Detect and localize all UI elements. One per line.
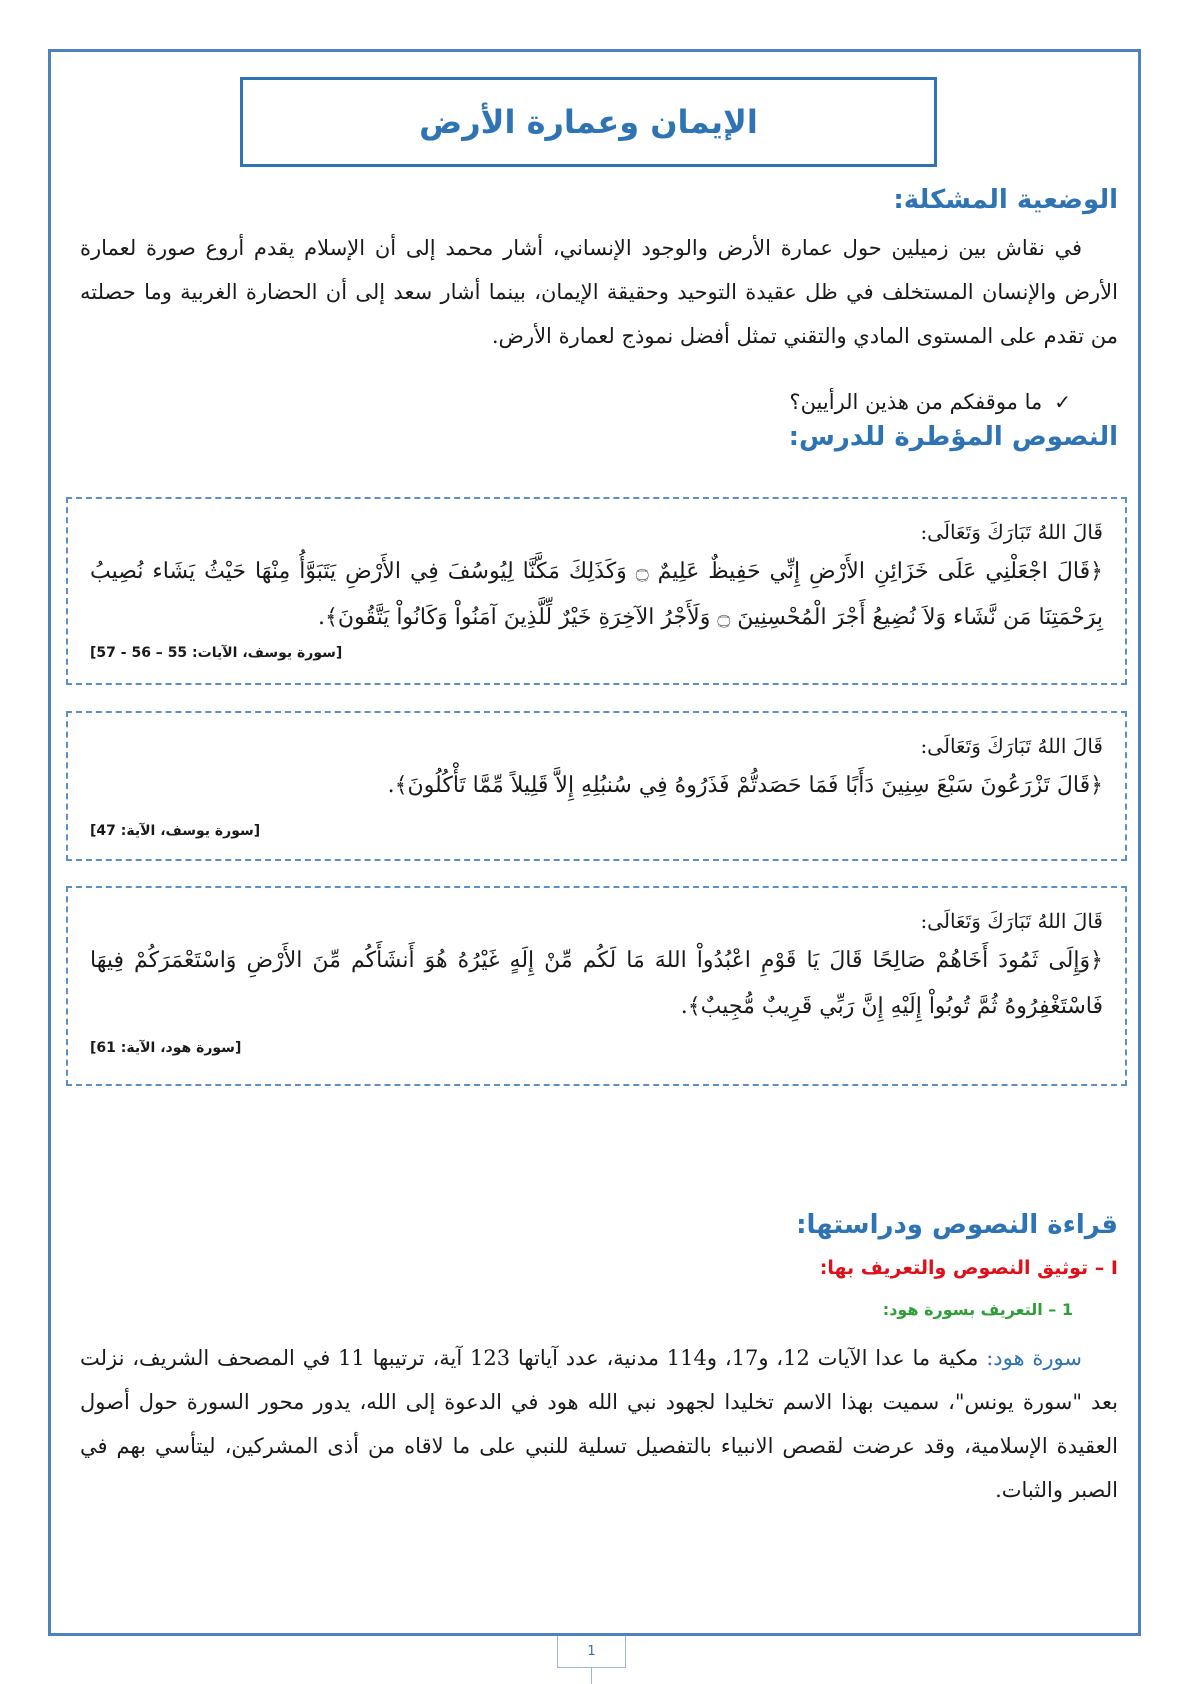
surah-paragraph (80, 1336, 1118, 1512)
page-number-tick (591, 1668, 592, 1684)
verse-text: ﴿وَإِلَى ثَمُودَ أَخَاهُمْ صَالِحًا قَالَ يَا قَوْمِ اعْبُدُواْ اللهَ مَا لَكُم مِّنْ إِلَهٍ غَيْرُهُ هُوَ أَنشَأَكُم مِّنَ الأَرْضِ وَاسْتَعْمَرَكُمْ فِيهَا فَاسْتَغْفِرُوهُ ثُمَّ تُوبُواْ إِلَيْهِ إِنَّ رَبِّي قَرِيبٌ مُّجِيبٌ﴾. (90, 948, 1103, 1019)
problem-paragraph: في نقاش بين زميلين حول عمارة الأرض والوجود الإنساني، أشار محمد إلى أن الإسلام يقدم أروع صورة لعمارة الأرض والإنسان المستخلف في ظل عقيدة التوحيد وحقيقة الإيمان، بينما أشار سعد إلى أن الحضارة الغربية وما حصلته من تقدم على المستوى المادي والتقني تمثل أفضل نموذج لعمارة الأرض. (80, 236, 1118, 348)
surah-label: سورة هود: (986, 1346, 1082, 1370)
reading-heading: قراءة النصوص ودراستها: (796, 1210, 1118, 1240)
surah-intro-subheading: 1 – التعريف بسورة هود: (882, 1300, 1073, 1319)
verse-reference: [سورة يوسف، الآية: 47] (90, 823, 261, 839)
question-text: ما موقفكم من هذين الرأيين؟ (789, 390, 1043, 414)
title-box (240, 77, 937, 167)
verse-box-1 (66, 497, 1127, 685)
verse-reference: [سورة هود، الآية: 61] (90, 1040, 242, 1056)
documentation-subheading: I – توثيق النصوص والتعريف بها: (819, 1257, 1118, 1279)
verse-intro: قَالَ اللهُ تَبَارَكَ وَتَعَالَى: (920, 520, 1103, 544)
problem-heading: الوضعية المشكلة: (893, 185, 1118, 215)
surah-description: مكية ما عدا الآيات 12، و17، و114 مدنية، عدد آياتها 123 آية، ترتيبها 11 في المصحف الشريف، نزلت بعد "سورة يونس"، سميت بهذا الاسم تخليدا لجهود نبي الله هود في الدعوة إلى الله، يدور محور السورة حول أصول العقيدة الإسلامية، وقد عرضت لقصص الانبياء بالتفصيل تسلية للنبي على ما لاقاه من أذى المشركين، ليتأسي بهم في الصبر والثبات. (80, 1346, 1118, 1502)
verse-text: ﴿قَالَ اجْعَلْنِي عَلَى خَزَائِنِ الأَرْضِ إِنِّي حَفِيظٌ عَلِيمٌ ۝ وَكَذَلِكَ مَكَّنَّا لِيُوسُفَ فِي الأَرْضِ يَتَبَوَّأُ مِنْهَا حَيْثُ يَشَاء نُصِيبُ بِرَحْمَتِنَا مَن نَّشَاء وَلاَ نُضِيعُ أَجْرَ الْمُحْسِنِينَ ۝ وَلَأَجْرُ الآخِرَةِ خَيْرٌ لِّلَّذِينَ آمَنُواْ وَكَانُواْ يَتَّقُونَ﴾. (90, 559, 1103, 630)
question-line (789, 390, 1071, 414)
verse-reference: [سورة يوسف، الآيات: 55 – 56 - 57] (90, 645, 343, 661)
page-title: الإيمان وعمارة الأرض (419, 103, 758, 141)
verse-intro: قَالَ اللهُ تَبَارَكَ وَتَعَالَى: (920, 734, 1103, 758)
verse-box-3 (66, 886, 1127, 1086)
verse-box-2 (66, 711, 1127, 861)
page-number: 1 (557, 1636, 626, 1668)
texts-heading: النصوص المؤطرة للدرس: (788, 422, 1118, 452)
check-icon: ✓ (1054, 390, 1071, 414)
verse-text: ﴿قَالَ تَزْرَعُونَ سَبْعَ سِنِينَ دَأَبًا فَمَا حَصَدتُّمْ فَذَرُوهُ فِي سُنبُلِهِ إِلاَّ قَلِيلاً مِّمَّا تَأْكُلُونَ﴾. (387, 773, 1103, 798)
verse-intro: قَالَ اللهُ تَبَارَكَ وَتَعَالَى: (920, 909, 1103, 933)
